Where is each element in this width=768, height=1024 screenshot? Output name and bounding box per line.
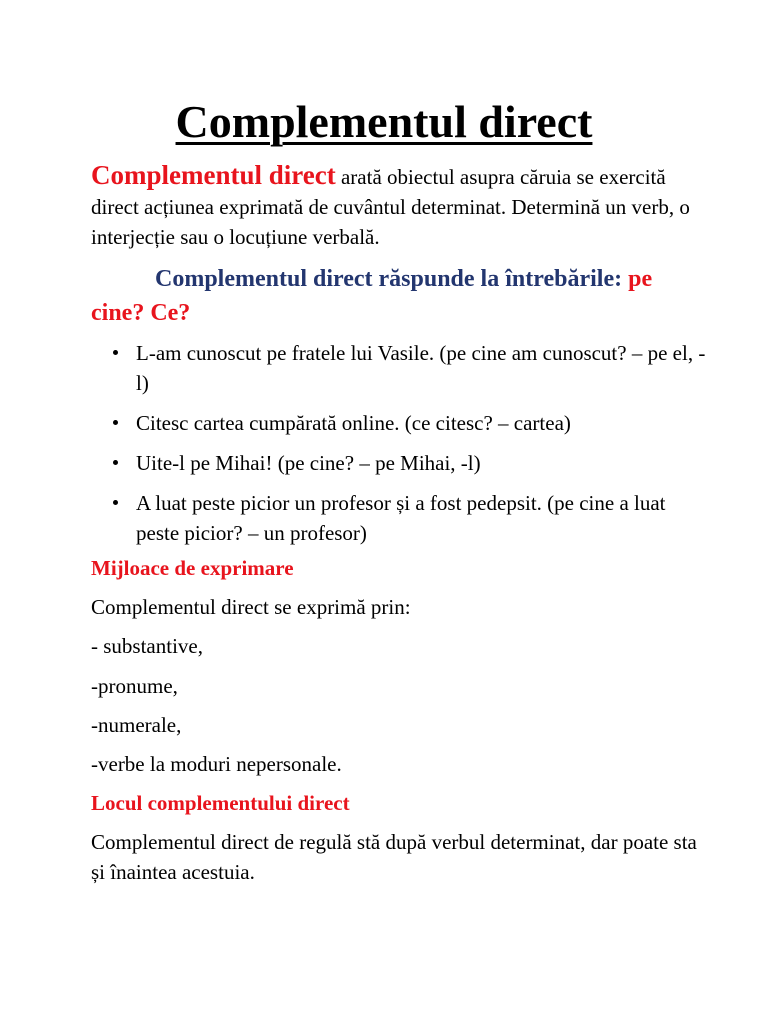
example-text: Citesc cartea cumpărată online. (ce citesc? – cartea) xyxy=(136,411,571,435)
means-item-numerale: -numerale, xyxy=(91,713,182,737)
bullet-icon xyxy=(113,420,118,425)
question-prompt: Complementul direct răspunde la întrebările: xyxy=(155,266,623,292)
page-title: Complementul direct xyxy=(175,96,593,147)
intro-definition: arată obiectul asupra căruia se exercită direct acțiunea exprimată de cuvântul determinat. Determină un verb, o interjecție sau o locuțiune verbală. xyxy=(91,165,690,249)
means-item-verbe: -verbe la moduri nepersonale. xyxy=(91,752,342,776)
intro-paragraph xyxy=(91,160,711,252)
bullet-icon xyxy=(113,350,118,355)
list-item xyxy=(91,338,711,398)
list-item xyxy=(91,448,711,478)
means-heading: Mijloace de exprimare xyxy=(91,556,294,580)
position-heading: Locul complementului direct xyxy=(91,791,350,815)
means-intro: Complementul direct se exprimă prin: xyxy=(91,595,411,619)
example-text: A luat peste picior un profesor și a fost pedepsit. (pe cine a luat peste picior? – un profesor) xyxy=(136,491,666,545)
example-text: L-am cunoscut pe fratele lui Vasile. (pe cine am cunoscut? – pe el, -l) xyxy=(136,341,706,395)
intro-lead-term: Complementul direct xyxy=(91,160,336,190)
bullet-icon xyxy=(113,500,118,505)
question-line xyxy=(91,262,711,330)
position-text: Complementul direct de regulă stă după verbul determinat, dar poate sta și înaintea acestuia. xyxy=(91,830,697,884)
bullet-icon xyxy=(113,460,118,465)
examples-list xyxy=(91,338,711,558)
list-item xyxy=(91,408,711,438)
example-text: Uite-l pe Mihai! (pe cine? – pe Mihai, -l) xyxy=(136,451,481,475)
means-item-pronume: -pronume, xyxy=(91,674,178,698)
question-words: pe cine? Ce? xyxy=(91,266,653,326)
list-item xyxy=(91,488,711,548)
means-item-substantive: - substantive, xyxy=(91,634,203,658)
